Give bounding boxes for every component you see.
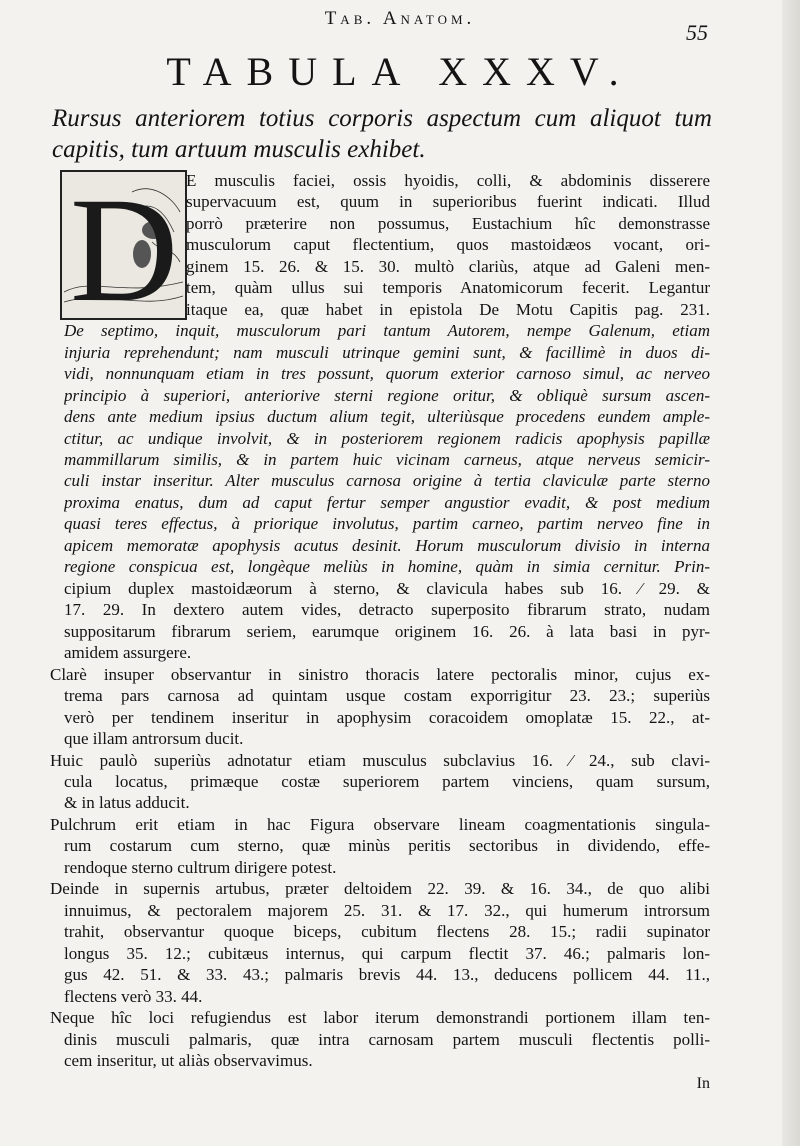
page-edge — [782, 0, 800, 1146]
text-line: regione conspicua est, longèque meliùs in homine, quàm in simia cernitur. Prin- — [64, 557, 710, 576]
text-line: principio à superiori, anteriorive sterni regione oritur, & obliquè sursum ascen- — [64, 386, 710, 405]
text-line: trema pars carnosa ad quintam usque costam exporrigitur 23. 23.; superiùs — [64, 686, 710, 705]
text-line: Clarè insuper observantur in sinistro thoracis latere pectoralis minor, cujus ex- — [50, 665, 710, 684]
text-line: dens ante medium ipsius ductum alium tegit, ulteriùsque procedens eundem ample- — [64, 407, 710, 426]
running-head: Tab. Anatom. — [324, 8, 476, 29]
text-line: tem, quàm ullus sui temporis Anatomicorum fecerit. Legantur — [186, 278, 710, 297]
text-line: E musculis faciei, ossis hyoidis, colli, & abdominis disserere — [186, 171, 710, 190]
text-line: innuimus, & pectoralem majorem 25. 31. & 17. 32., qui humerum introrsum — [64, 901, 710, 920]
text-line: que illam antrorsum ducit. — [64, 729, 244, 748]
text-line: Deinde in supernis artubus, præter deltoidem 22. 39. & 16. 34., de quo alibi — [50, 879, 710, 898]
text-line: rendoque sterno cultrum dirigere potest. — [64, 858, 337, 877]
page-number: 55 — [686, 20, 708, 45]
text-line: musculorum caput flectentium, quos mastoidæos vocant, ori- — [186, 235, 710, 254]
text-line: longus 35. 12.; cubitæus internus, qui carpum flectit 37. 46.; palmaris lon- — [64, 944, 710, 963]
text-line: De septimo, inquit, musculorum pari tantum Autorem, nempe Galenum, etiam — [64, 321, 710, 340]
text-line: Pulchrum erit etiam in hac Figura observare lineam coagmentationis singula- — [50, 815, 710, 834]
text-line: verò per tendinem inseritur in apophysim coracoidem omoplatæ 15. 22., at- — [64, 708, 710, 727]
text-line: flectens verò 33. 44. — [64, 987, 203, 1006]
text-line: trahit, observantur quoque biceps, cubitum flectens 28. 15.; radii supinator — [64, 922, 710, 941]
text-line: proxima enatus, dum ad caput fertur semper angustior evadit, & post medium — [64, 493, 710, 512]
decorated-initial — [60, 170, 187, 320]
text-line: gus 42. 51. & 33. 43.; palmaris brevis 44. 13., deducens pollicem 44. 11., — [64, 965, 710, 984]
text-line: Neque hîc loci refugiendus est labor iterum demonstrandi portionem illam ten- — [50, 1008, 710, 1027]
text-line: vidi, nonnunquam etiam in tres possunt, quorum exterior carnoso simul, ac nerveo — [64, 364, 710, 383]
subtitle: Rursus anteriorem totius corporis aspectum cum aliquot tum capitis, tum artuum musculis exhibet. — [52, 105, 712, 163]
text-line: cem inseritur, ut aliàs observavimus. — [64, 1051, 313, 1070]
text-line: dinis musculi palmaris, quæ intra carnosam partem musculi flectentis polli- — [64, 1030, 710, 1049]
text-line: amidem assurgere. — [64, 643, 192, 662]
text-line: mammillarum similis, & in partem huic vicinam carneus, atque nerveus semicir- — [64, 450, 710, 469]
text-line: culi instar inseritur. Alter musculus carnosa origine à tertia claviculæ parte sterno — [64, 471, 710, 490]
text-line: 17. 29. In dextero autem vides, detracto superposito fibrarum strato, nudam — [64, 600, 710, 619]
text-line: rum costarum cum sterno, quæ minùs peritis sectoribus in dividendo, effe- — [64, 836, 710, 855]
text-line: & in latus adducit. — [64, 793, 190, 812]
decorated-initial-image — [62, 172, 185, 318]
text-line: itaque ea, quæ habet in epistola De Motu Capitis pag. 231. — [186, 300, 710, 319]
text-line: porrò præterire non possumus, Eustachium hîc demonstrasse — [186, 214, 710, 233]
text-line: cipium duplex mastoidæorum à sterno, & clavicula habes sub 16. ⁄ 29. & — [64, 579, 710, 598]
text-line: ginem 15. 26. & 15. 30. multò clariùs, atque ad Galeni men- — [186, 257, 710, 276]
text-line: ctitur, ac undique involvit, & in posteriorem regionem radicis apophysis papillæ — [64, 429, 710, 448]
text-line: apicem memoratæ apophysis acutus desinit. Horum musculorum divisio in interna — [64, 536, 710, 555]
text-line: injuria reprehendunt; nam musculi utrinque gemini sunt, & facillimè in duos di- — [64, 343, 710, 362]
plate-title: TABULA XXXV. — [166, 49, 634, 94]
catchword: In — [696, 1075, 710, 1092]
text-line: Huic paulò superiùs adnotatur etiam musculus subclavius 16. ⁄ 24., sub clavi- — [50, 751, 710, 770]
text-line: quasi teres effectus, à priorique involutus, partim carneo, partim nerveo fine in — [64, 514, 710, 533]
svg-text:D: D — [70, 172, 179, 318]
text-line: cula locatus, primæque costæ superiorem partem vinciens, quam sursum, — [64, 772, 710, 791]
text-line: suppositarum fibrarum seriem, earumque originem 16. 26. à lata basi in pyr- — [64, 622, 710, 641]
text-line: supervacuum est, quum in superioribus fuerint indicati. Illud — [186, 192, 710, 211]
